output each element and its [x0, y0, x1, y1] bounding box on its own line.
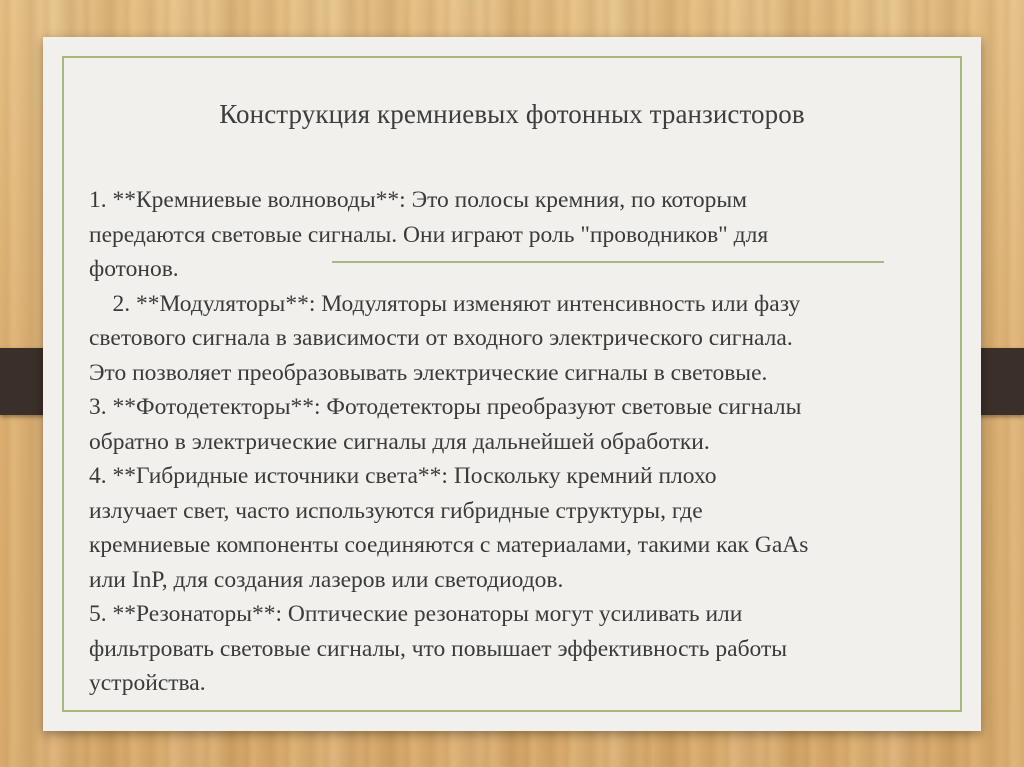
- slide-body: [89, 183, 949, 701]
- body-line-3: фотонов.: [89, 256, 179, 282]
- body-line-4: 2. **Модуляторы**: Модуляторы изменяют интенсивность или фазу: [89, 290, 801, 317]
- body-line-11: кремниевые компоненты соединяются с материалами, такими как GaAs: [89, 532, 809, 558]
- body-line-15: устройства.: [89, 670, 206, 696]
- body-line-8: обратно в электрические сигналы для дальнейшей обработки.: [89, 428, 710, 455]
- body-line-13: 5. **Резонаторы**: Оптические резонаторы могут усиливать или: [89, 601, 743, 627]
- body-line-9: 4. **Гибридные источники света**: Поскольку кремний плохо: [89, 463, 717, 489]
- body-line-6: Это позволяет преобразовывать электрические сигналы в световые.: [89, 359, 768, 386]
- slide-title: Конструкция кремниевых фотонных транзисторов: [219, 99, 805, 129]
- slide-card: [43, 37, 981, 731]
- body-line-12: или InP, для создания лазеров или светодиодов.: [89, 566, 564, 593]
- body-line-14: фильтровать световые сигналы, что повышает эффективность работы: [89, 635, 788, 662]
- body-line-7: 3. **Фотодетекторы**: Фотодетекторы преобразуют световые сигналы: [89, 394, 802, 420]
- body-line-2: передаются световые сигналы. Они играют роль "проводников" для: [89, 221, 769, 248]
- body-line-10: излучает свет, часто используются гибридные структуры, где: [89, 497, 703, 524]
- body-line-1: 1. **Кремниевые волноводы**: Это полосы кремния, по которым: [89, 187, 748, 213]
- body-line-5: светового сигнала в зависимости от входного электрического сигнала.: [89, 325, 793, 351]
